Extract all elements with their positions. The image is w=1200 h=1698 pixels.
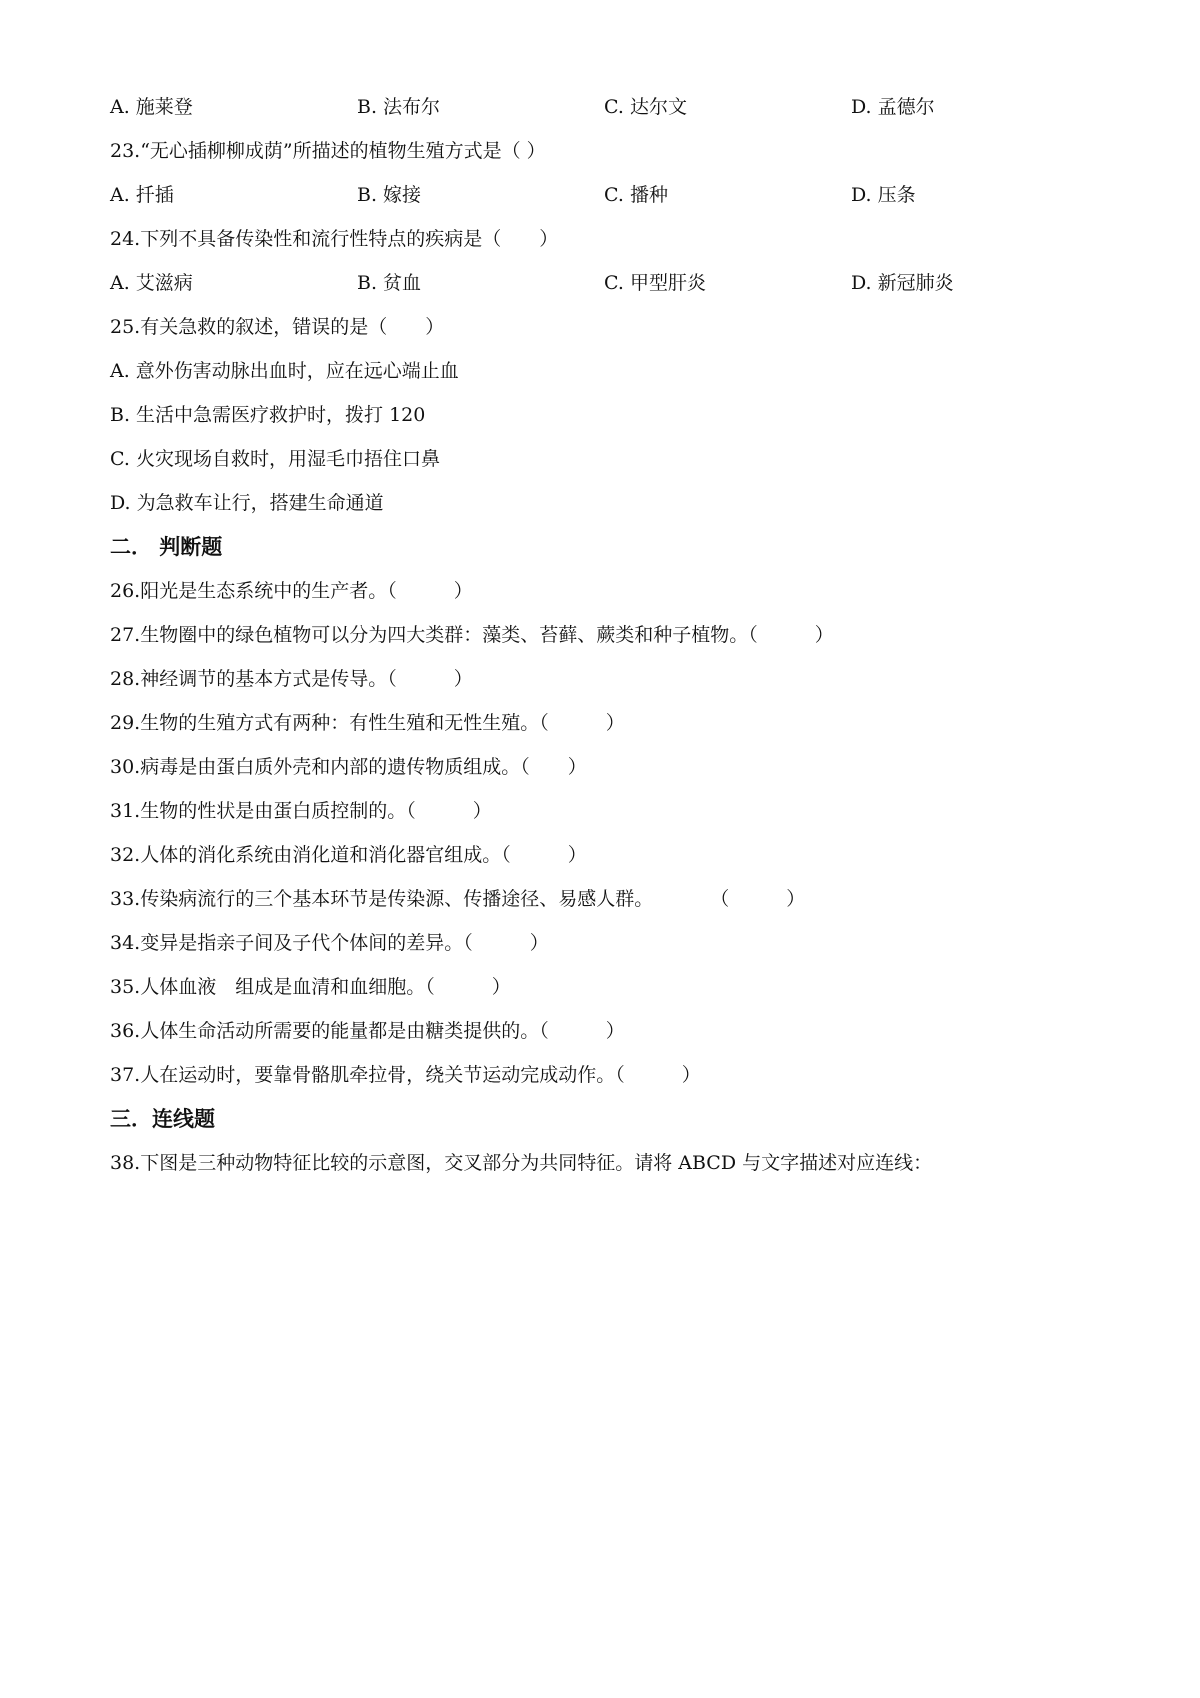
q24-options xyxy=(110,270,1100,296)
q36-item: 36.人体生命活动所需要的能量都是由糖类提供的。（ ） xyxy=(110,1020,625,1042)
q24-option-c[interactable]: C. 甲型肝炎 xyxy=(604,272,706,294)
q25-option-b[interactable]: B. 生活中急需医疗救护时，拨打 120 xyxy=(110,404,426,426)
q23-option-c[interactable]: C. 播种 xyxy=(604,184,668,206)
q24-option-a[interactable]: A. 艾滋病 xyxy=(110,272,193,294)
q24-option-b[interactable]: B. 贫血 xyxy=(357,272,422,294)
q23-options xyxy=(110,182,1100,208)
q22-option-b[interactable]: B. 法布尔 xyxy=(357,96,441,118)
q32-item: 32.人体的消化系统由消化道和消化器官组成。（ ） xyxy=(110,844,587,866)
q22-option-a[interactable]: A. 施莱登 xyxy=(110,96,193,118)
q29-item: 29.生物的生殖方式有两种：有性生殖和无性生殖。（ ） xyxy=(110,712,625,734)
q34-item: 34.变异是指亲子间及子代个体间的差异。（ ） xyxy=(110,932,549,954)
q24-option-d[interactable]: D. 新冠肺炎 xyxy=(851,272,954,294)
q28-item: 28.神经调节的基本方式是传导。（ ） xyxy=(110,668,473,690)
q23-stem: 23.“无心插柳柳成荫”所描述的植物生殖方式是（ ） xyxy=(110,140,546,162)
q23-option-d[interactable]: D. 压条 xyxy=(851,184,916,206)
q25-option-d[interactable]: D. 为急救车让行，搭建生命通道 xyxy=(110,492,384,514)
section-heading-judgement: 二． 判断题 xyxy=(110,534,223,559)
q24-stem: 24.下列不具备传染性和流行性特点的疾病是（ ） xyxy=(110,228,559,250)
q31-item: 31.生物的性状是由蛋白质控制的。（ ） xyxy=(110,800,492,822)
q26-item: 26.阳光是生态系统中的生产者。（ ） xyxy=(110,580,473,602)
q25-option-c[interactable]: C. 火灾现场自救时，用湿毛巾捂住口鼻 xyxy=(110,448,440,470)
q25-option-a[interactable]: A. 意外伤害动脉出血时，应在远心端止血 xyxy=(110,360,459,382)
q30-item: 30.病毒是由蛋白质外壳和内部的遗传物质组成。（ ） xyxy=(110,756,587,778)
q25-stem: 25.有关急救的叙述，错误的是（ ） xyxy=(110,316,445,338)
q23-option-a[interactable]: A. 扦插 xyxy=(110,184,174,206)
q27-item: 27.生物圈中的绿色植物可以分为四大类群：藻类、苔藓、蕨类和种子植物。（ ） xyxy=(110,624,834,646)
q33-item: 33.传染病流行的三个基本环节是传染源、传播途径、易感人群。 （ ） xyxy=(110,888,806,910)
q22-option-c[interactable]: C. 达尔文 xyxy=(604,96,687,118)
section-heading-matching: 三．连线题 xyxy=(110,1106,215,1131)
q22-option-d[interactable]: D. 孟德尔 xyxy=(851,96,935,118)
q37-item: 37.人在运动时，要靠骨骼肌牵拉骨，绕关节运动完成动作。（ ） xyxy=(110,1064,701,1086)
q38-item: 38.下图是三种动物特征比较的示意图，交叉部分为共同特征。请将 ABCD 与文字描述对应连线： xyxy=(110,1152,933,1174)
q23-option-b[interactable]: B. 嫁接 xyxy=(357,184,422,206)
q35-item: 35.人体血液 组成是血清和血细胞。（ ） xyxy=(110,976,511,998)
q22-options xyxy=(110,94,1100,120)
